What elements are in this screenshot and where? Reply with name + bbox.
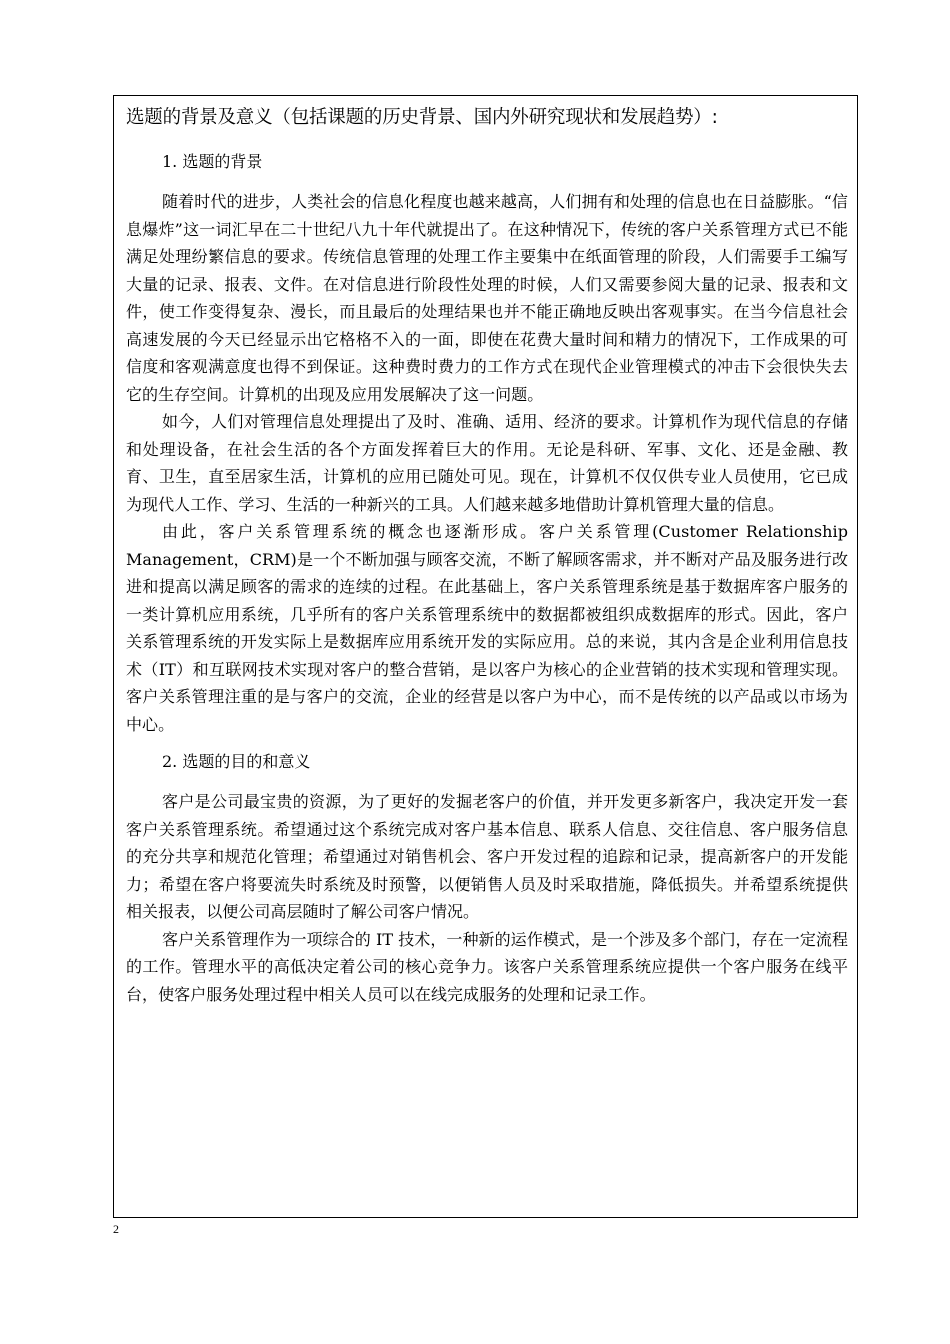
page-number: 2 [113,1222,119,1236]
document-frame [113,95,858,1218]
paragraph-background-2: 如今，人们对管理信息处理提出了及时、准确、适用、经济的要求。计算机作为现代信息的存储和处理设备，在社会生活的各个方面发挥着巨大的作用。无论是科研、军事、文化、还是金融、教育、卫生，直至居家生活，计算机的应用已随处可见。现在，计算机不仅仅供专业人员使用，它已成为现代人工作、学习、生活的一种新兴的工具。人们越来越多地借助计算机管理大量的信息。 [126,412,848,514]
section-title-background: 1. 选题的背景 [162,152,263,171]
section-title-purpose: 2. 选题的目的和意义 [162,752,311,771]
form-heading: 选题的背景及意义（包括课题的历史背景、国内外研究现状和发展趋势）: [126,107,718,128]
paragraph-background-1: 随着时代的进步，人类社会的信息化程度也越来越高，人们拥有和处理的信息也在日益膨胀。“信息爆炸”这一词汇早在二十世纪八九十年代就提出了。在这种情况下，传统的客户关系管理方式已不能满足处理纷繁信息的要求。传统信息管理的处理工作主要集中在纸面管理的阶段，人们需要手工编写大量的记录、报表、文件。在对信息进行阶段性处理的时候，人们又需要参阅大量的记录、报表和文件，使工作变得复杂、漫长，而且最后的处理结果也并不能正确地反映出客观事实。在当今信息社会高速发展的今天已经显示出它格格不入的一面，即使在花费大量时间和精力的情况下，工作成果的可信度和客观满意度也得不到保证。这种费时费力的工作方式在现代企业管理模式的冲击下会很快失去它的生存空间。计算机的出现及应用发展解决了这一问题。 [126,192,848,404]
paragraph-purpose-1: 客户是公司最宝贵的资源，为了更好的发掘老客户的价值，并开发更多新客户，我决定开发一套客户关系管理系统。希望通过这个系统完成对客户基本信息、联系人信息、交往信息、客户服务信息的充分共享和规范化管理；希望通过对销售机会、客户开发过程的追踪和记录，提高新客户的开发能力；希望在客户将要流失时系统及时预警，以便销售人员及时采取措施，降低损失。并希望系统提供相关报表，以便公司高层随时了解公司客户情况。 [126,792,848,921]
paragraph-background-3: 由此，客户关系管理系统的概念也逐渐形成。客户关系管理(Customer Relationship Management，CRM)是一个不断加强与顾客交流，不断了解顾客需求，并不断对产品及服务进行改进和提高以满足顾客的需求的连续的过程。在此基础上，客户关系管理系统是基于数据库客户服务的一类计算机应用系统，几乎所有的客户关系管理系统中的数据都被组织成数据库的形式。因此，客户关系管理系统的开发实际上是数据库应用系统开发的实际应用。总的来说，其内含是企业利用信息技术（IT）和互联网技术实现对客户的整合营销，是以客户为核心的企业营销的技术实现和管理实现。客户关系管理注重的是与客户的交流，企业的经营是以客户为中心，而不是传统的以产品或以市场为中心。 [126,522,848,734]
content-body [126,150,848,1008]
paragraph-purpose-2: 客户关系管理作为一项综合的 IT 技术，一种新的运作模式，是一个涉及多个部门，存在一定流程的工作。管理水平的高低决定着公司的核心竞争力。该客户关系管理系统应提供一个客户服务在线平台，使客户服务处理过程中相关人员可以在线完成服务的处理和记录工作。 [126,929,848,1004]
